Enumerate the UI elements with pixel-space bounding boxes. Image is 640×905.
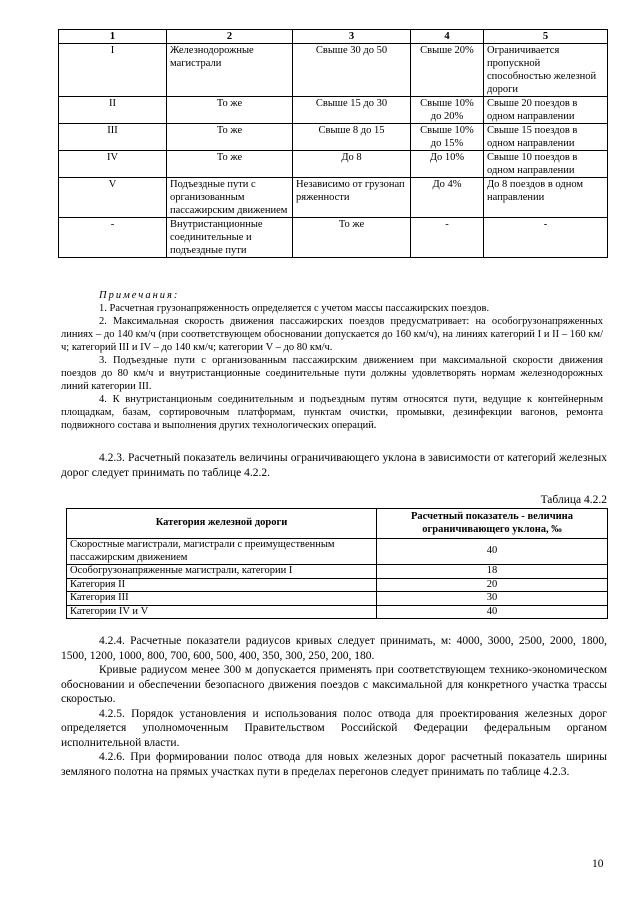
table-row: [59, 218, 608, 258]
column-header: 5: [484, 30, 608, 44]
column-header: 3: [293, 30, 411, 44]
category-cell: Особогрузонапряженные магистрали, категории I: [67, 565, 377, 579]
value-cell: 40: [377, 539, 608, 565]
gradient-table: [66, 508, 608, 619]
note-item: 4. К внутристанционым соединительным и подъездным путям относятся пути, ведущие к контейнерным площадкам, базам, сортировочным платформам, пунктам очистки, промывки, дезинфекции вагонов, ремонта подвижного состава и выполнения других технологических операций.: [61, 394, 603, 431]
value-cell: 18: [377, 565, 608, 579]
load-cell: То же: [293, 218, 411, 258]
share-cell: Свыше 10% до 20%: [411, 97, 484, 124]
trains-cell: Свыше 20 поездов в одном направлении: [484, 97, 608, 124]
category-cell: -: [59, 218, 167, 258]
column-header: 4: [411, 30, 484, 44]
trains-cell: Свыше 10 поездов в одном направлении: [484, 151, 608, 178]
trains-cell: Свыше 15 поездов в одном направлении: [484, 124, 608, 151]
trains-cell: До 8 поездов в одном направлении: [484, 178, 608, 218]
value-cell: 30: [377, 592, 608, 606]
note-item: 2. Максимальная скорость движения пассажирских поездов предусматривает: на особогрузонапряженных линиях – до 140 км/ч (при соответствующем обосновании допускается до 160 км/ч), на линиях категорий I и II – 160 км/ч; категорий III и IV – до 140 км/ч; категории V – до 80 км/ч.: [61, 316, 603, 353]
note-item: 1. Расчетная грузонапряженность определяется с учетом массы пассажирских поездов.: [99, 303, 490, 314]
railway-category-table: [58, 29, 608, 258]
purpose-cell: То же: [167, 97, 293, 124]
value-cell: 20: [377, 578, 608, 592]
table-header-row: [59, 30, 608, 44]
table-row: [59, 97, 608, 124]
table-row: [67, 592, 608, 606]
load-cell: Свыше 30 до 50: [293, 44, 411, 97]
share-cell: До 10%: [411, 151, 484, 178]
category-cell: V: [59, 178, 167, 218]
category-cell: II: [59, 97, 167, 124]
notes-title: Примечания:: [99, 290, 180, 301]
category-cell: III: [59, 124, 167, 151]
category-cell: Категории IV и V: [67, 605, 377, 619]
paragraph: 4.2.6. При формировании полос отвода для новых железных дорог расчетный показатель ширины земляного полотна на прямых участках пути в пределах перегонов следует принимать по таблице 4.2.3.: [61, 751, 607, 778]
purpose-cell: То же: [167, 124, 293, 151]
paragraph-4-2-3: 4.2.3. Расчетный показатель величины ограничивающего уклона в зависимости от категорий железных дорог следует принимать по таблице 4.2.2.: [61, 452, 607, 479]
table-notes: [61, 289, 603, 432]
column-header: 2: [167, 30, 293, 44]
load-cell: До 8: [293, 151, 411, 178]
table-row: [59, 44, 608, 97]
share-cell: Свыше 20%: [411, 44, 484, 97]
paragraph: Кривые радиусом менее 300 м допускается применять при соответствующем технико-экономическом обосновании и обеспечении безопасного движения поездов с максимальной для конкретного участка трассы скоростью.: [61, 664, 607, 705]
purpose-cell: Железнодорожные магистрали: [167, 44, 293, 97]
load-cell: Свыше 8 до 15: [293, 124, 411, 151]
value-cell: 40: [377, 605, 608, 619]
category-cell: Скоростные магистрали, магистрали с преимущественным пассажирским движением: [67, 539, 377, 565]
table-row: [59, 178, 608, 218]
share-cell: Свыше 10% до 15%: [411, 124, 484, 151]
paragraph: 4.2.4. Расчетные показатели радиусов кривых следует принимать, м: 4000, 3000, 2500, 2000, 1800, 1500, 1200, 1000, 800, 700, 600, 500, 400, 350, 300, 250, 200, 180.: [61, 635, 607, 662]
trains-cell: -: [484, 218, 608, 258]
category-cell: I: [59, 44, 167, 97]
share-cell: До 4%: [411, 178, 484, 218]
table-row: [67, 578, 608, 592]
table-row: [59, 124, 608, 151]
paragraph: 4.2.5. Порядок установления и использования полос отвода для проектирования железных дорог определяется уполномоченным Правительством Российской Федерации федеральным органом исполнительной власти.: [61, 707, 607, 749]
purpose-cell: Внутристанционные соединительные и подъездные пути: [167, 218, 293, 258]
table-row: [67, 539, 608, 565]
column-header: Категория железной дороги: [67, 509, 377, 539]
purpose-cell: Подъездные пути с организованным пассажирским движением: [167, 178, 293, 218]
share-cell: -: [411, 218, 484, 258]
note-item: 3. Подъездные пути с организованным пассажирским движением при максимальной скорости движения поездов до 80 км/ч и внутристанционные соединительные пути должны удовлетворять нормам железнодорожных линий категории III.: [61, 355, 603, 392]
load-cell: Независимо от грузонапряженности: [293, 178, 411, 218]
column-header: Расчетный показатель - величина ограничивающего уклона, ‰: [377, 509, 608, 539]
column-header: 1: [59, 30, 167, 44]
category-cell: Категория III: [67, 592, 377, 606]
table-row: [59, 151, 608, 178]
body-text: [61, 634, 607, 779]
table-caption: Таблица 4.2.2: [540, 494, 607, 506]
purpose-cell: То же: [167, 151, 293, 178]
load-cell: Свыше 15 до 30: [293, 97, 411, 124]
category-cell: IV: [59, 151, 167, 178]
trains-cell: Ограничивается пропускной способностью железной дороги: [484, 44, 608, 97]
table-row: [67, 605, 608, 619]
table-header-row: [67, 509, 608, 539]
category-cell: Категория II: [67, 578, 377, 592]
table-row: [67, 565, 608, 579]
page-number: 10: [592, 858, 604, 870]
